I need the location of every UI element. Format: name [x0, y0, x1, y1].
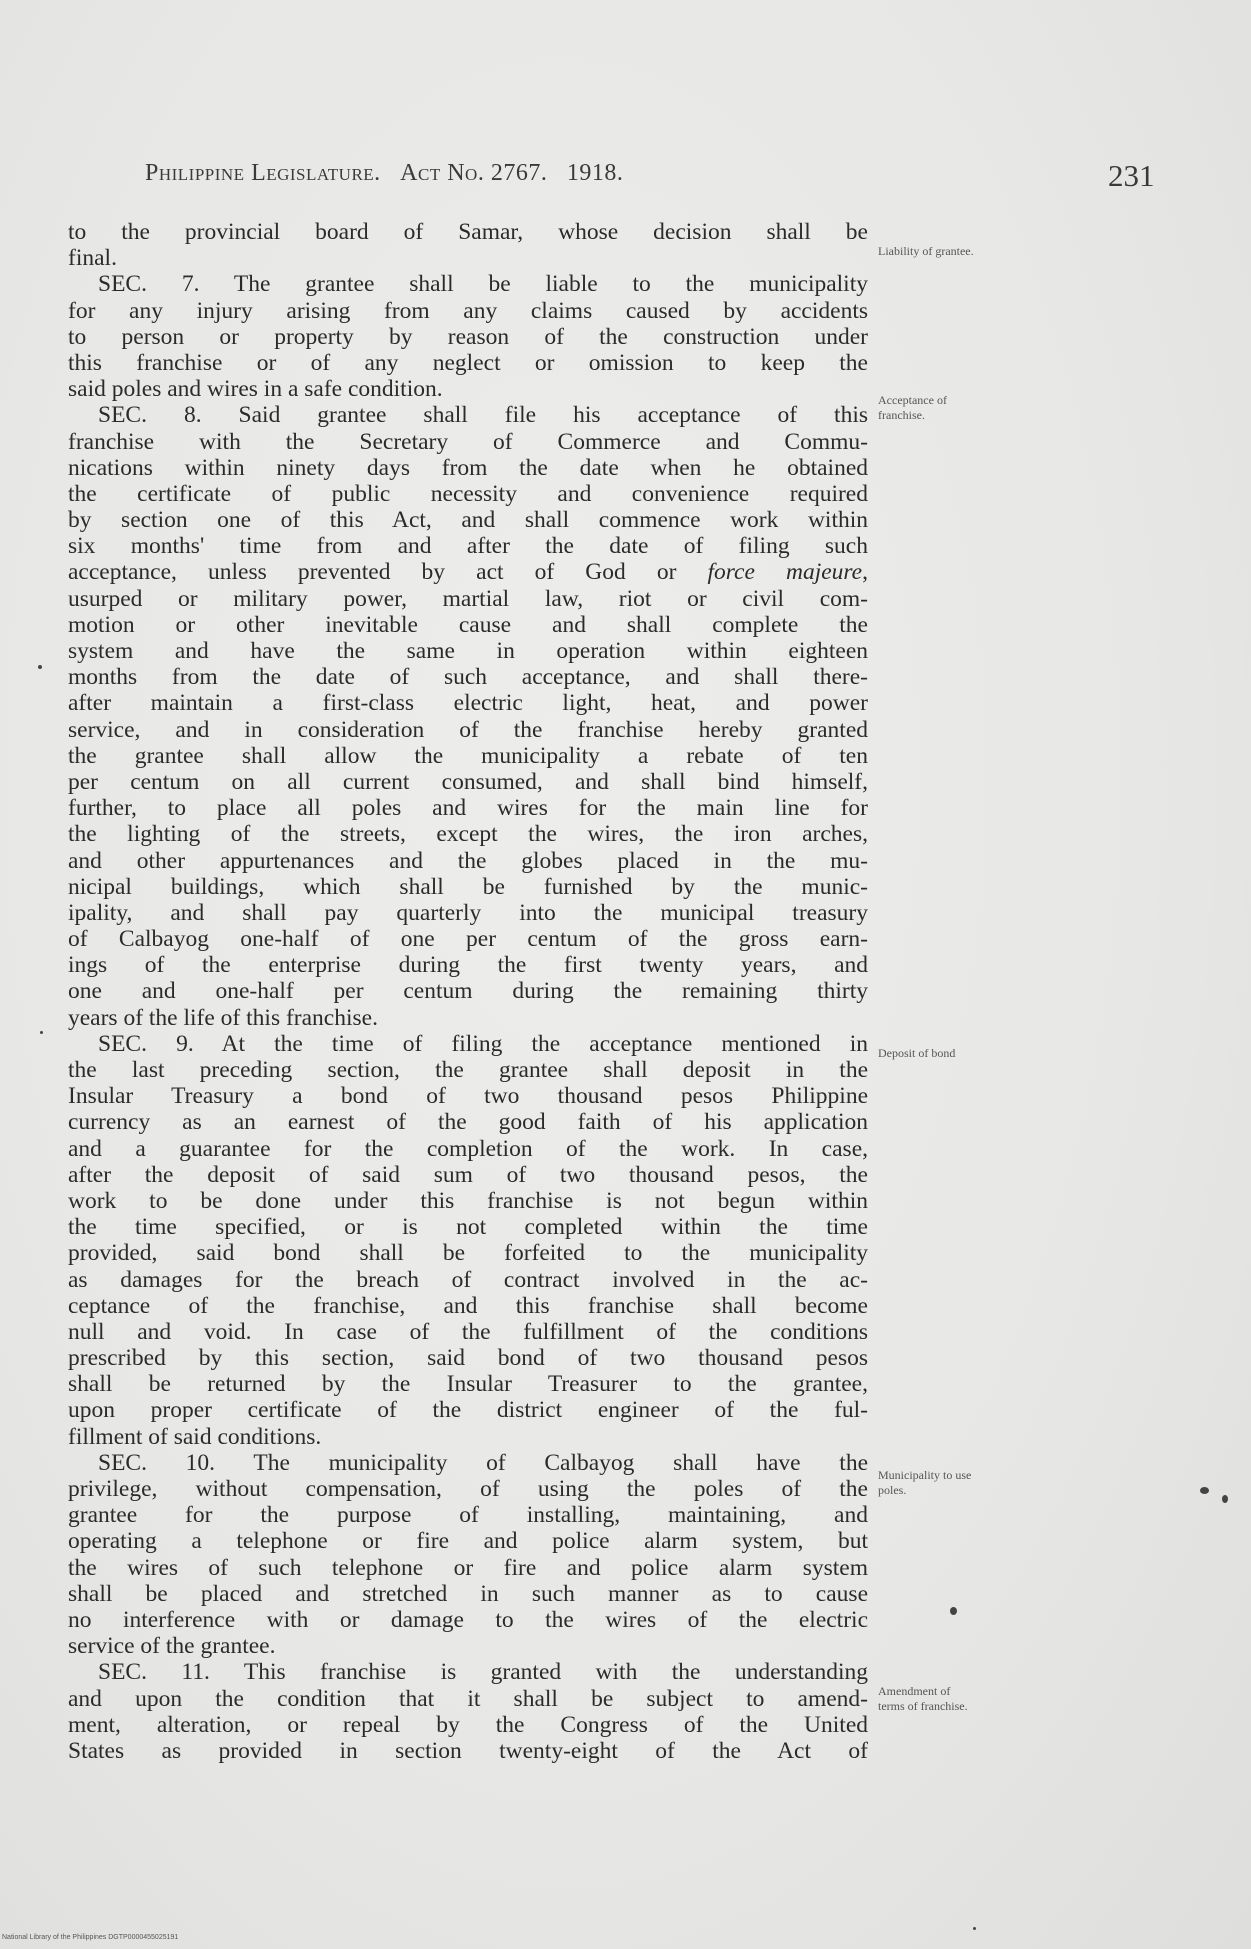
text-line: no interference with or damage to the wires of the electric — [68, 1606, 868, 1633]
scan-footer: National Library of the Philippines DGTP0000455025191 — [2, 1934, 179, 1941]
text-line: acceptance, unless prevented by act of God or force majeure, — [68, 559, 868, 586]
text-line: the time specified, or is not completed within the time — [68, 1214, 868, 1241]
text-line: null and void. In case of the fulfillment of the conditions — [68, 1318, 868, 1345]
margin-note-amendment: Amendment of — [878, 1684, 951, 1698]
text-line: service of the grantee. — [68, 1633, 276, 1660]
margin-note-acceptance-2: franchise. — [878, 408, 925, 422]
text-line: the wires of such telephone or fire and police alarm system — [68, 1554, 868, 1581]
text-line: the grantee shall allow the municipality a rebate of ten — [68, 742, 868, 769]
text-line: work to be done under this franchise is not begun within — [68, 1187, 868, 1214]
scan-speck — [38, 665, 42, 669]
text-line: nicipal buildings, which shall be furnished by the munic- — [68, 873, 868, 900]
text-line: to person or property by reason of the construction under — [68, 323, 868, 350]
header-year: 1918. — [566, 160, 624, 186]
margin-note-amendment-2: terms of franchise. — [878, 1699, 968, 1713]
text-line: by section one of this Act, and shall commence work within — [68, 507, 868, 534]
text-line: SEC. 10. The municipality of Calbayog shall have the — [98, 1449, 868, 1476]
text-line: and other appurtenances and the globes placed in the mu- — [68, 847, 868, 874]
text-line: SEC. 11. This franchise is granted with the understanding — [98, 1659, 868, 1686]
header-act: Act No. 2767. — [400, 160, 548, 186]
text-line: privilege, without compensation, of using the poles of the — [68, 1476, 868, 1502]
margin-note-deposit: Deposit of bond — [878, 1046, 956, 1060]
text-line: SEC. 8. Said grantee shall file his acceptance of this — [98, 402, 868, 429]
text-line: the lighting of the streets, except the wires, the iron arches, — [68, 821, 868, 848]
text-line: per centum on all current consumed, and shall bind himself, — [68, 768, 868, 795]
text-line: final. — [68, 245, 117, 272]
text-line: this franchise or of any neglect or omission to keep the — [68, 349, 868, 376]
text-line: six months' time from and after the date of filing such — [68, 533, 868, 560]
text-line: months from the date of such acceptance, and shall there- — [68, 664, 868, 691]
margin-note-liability: Liability of grantee. — [878, 244, 974, 258]
text-line: as damages for the breach of contract involved in the ac- — [68, 1266, 868, 1293]
scan-speck — [40, 1031, 43, 1034]
text-line: SEC. 9. At the time of filing the acceptance mentioned in — [98, 1030, 868, 1057]
text-line: ipality, and shall pay quarterly into the municipal treasury — [68, 899, 868, 926]
scan-speck — [973, 1927, 976, 1930]
margin-note-acceptance: Acceptance of — [878, 393, 947, 407]
scan-speck — [950, 1607, 957, 1615]
text-line: usurped or military power, martial law, riot or civil com- — [68, 585, 868, 612]
scan-speck — [1200, 1487, 1209, 1494]
text-line: grantee for the purpose of installing, maintaining, and — [68, 1502, 868, 1529]
scan-speck — [1222, 1495, 1228, 1503]
text-line: ceptance of the franchise, and this franchise shall become — [68, 1292, 868, 1319]
text-line: further, to place all poles and wires for the main line for — [68, 795, 868, 822]
text-line: after the deposit of said sum of two thousand pesos, the — [68, 1161, 868, 1188]
text-line: motion or other inevitable cause and shall complete the — [68, 611, 868, 638]
text-line: States as provided in section twenty-eight of the Act of — [68, 1737, 868, 1764]
text-line: the last preceding section, the grantee shall deposit in the — [68, 1057, 868, 1083]
text-line: to the provincial board of Samar, whose decision shall be — [68, 219, 868, 245]
text-line: SEC. 7. The grantee shall be liable to the municipality — [98, 271, 868, 298]
text-line: shall be placed and stretched in such manner as to cause — [68, 1580, 868, 1607]
text-line: and upon the condition that it shall be subject to amend- — [68, 1685, 868, 1712]
text-line: operating a telephone or fire and police alarm system, but — [68, 1528, 868, 1555]
text-line: franchise with the Secretary of Commerce and Commu- — [68, 428, 868, 455]
text-line: provided, said bond shall be forfeited to the municipality — [68, 1240, 868, 1267]
text-line: Insular Treasury a bond of two thousand pesos Philippine — [68, 1083, 868, 1110]
text-line: prescribed by this section, said bond of two thousand pesos — [68, 1345, 868, 1372]
page-number: 231 — [1108, 158, 1155, 193]
text-line: one and one-half per centum during the remaining thirty — [68, 978, 868, 1005]
text-line: system and have the same in operation within eighteen — [68, 638, 868, 664]
italic-phrase: force majeure — [707, 559, 863, 586]
text-line: said poles and wires in a safe condition. — [68, 376, 443, 403]
text-line: nications within ninety days from the date when he obtained — [68, 454, 868, 481]
text-line: ment, alteration, or repeal by the Congress of the United — [68, 1711, 868, 1738]
body-text — [68, 219, 868, 1764]
text-line: after maintain a first-class electric light, heat, and power — [68, 690, 868, 717]
margin-note-municipality: Municipality to use — [878, 1468, 972, 1482]
text-line: years of the life of this franchise. — [68, 1004, 378, 1031]
text-line: service, and in consideration of the franchise hereby granted — [68, 716, 868, 743]
text-line: for any injury arising from any claims caused by accidents — [68, 297, 868, 324]
margin-note-municipality-2: poles. — [878, 1483, 907, 1497]
text-line: and a guarantee for the completion of the work. In case, — [68, 1135, 868, 1162]
text-line: the certificate of public necessity and convenience required — [68, 480, 868, 507]
running-header — [145, 160, 825, 187]
text-line: of Calbayog one-half of one per centum of the gross earn- — [68, 926, 868, 953]
text-line: fillment of said conditions. — [68, 1423, 322, 1450]
text-line: currency as an earnest of the good faith of his application — [68, 1109, 868, 1136]
text-line: ings of the enterprise during the first twenty years, and — [68, 952, 868, 979]
header-title: Philippine Legislature. — [145, 160, 381, 186]
text-line: shall be returned by the Insular Treasurer to the grantee, — [68, 1371, 868, 1398]
text-line: upon proper certificate of the district engineer of the ful- — [68, 1397, 868, 1424]
